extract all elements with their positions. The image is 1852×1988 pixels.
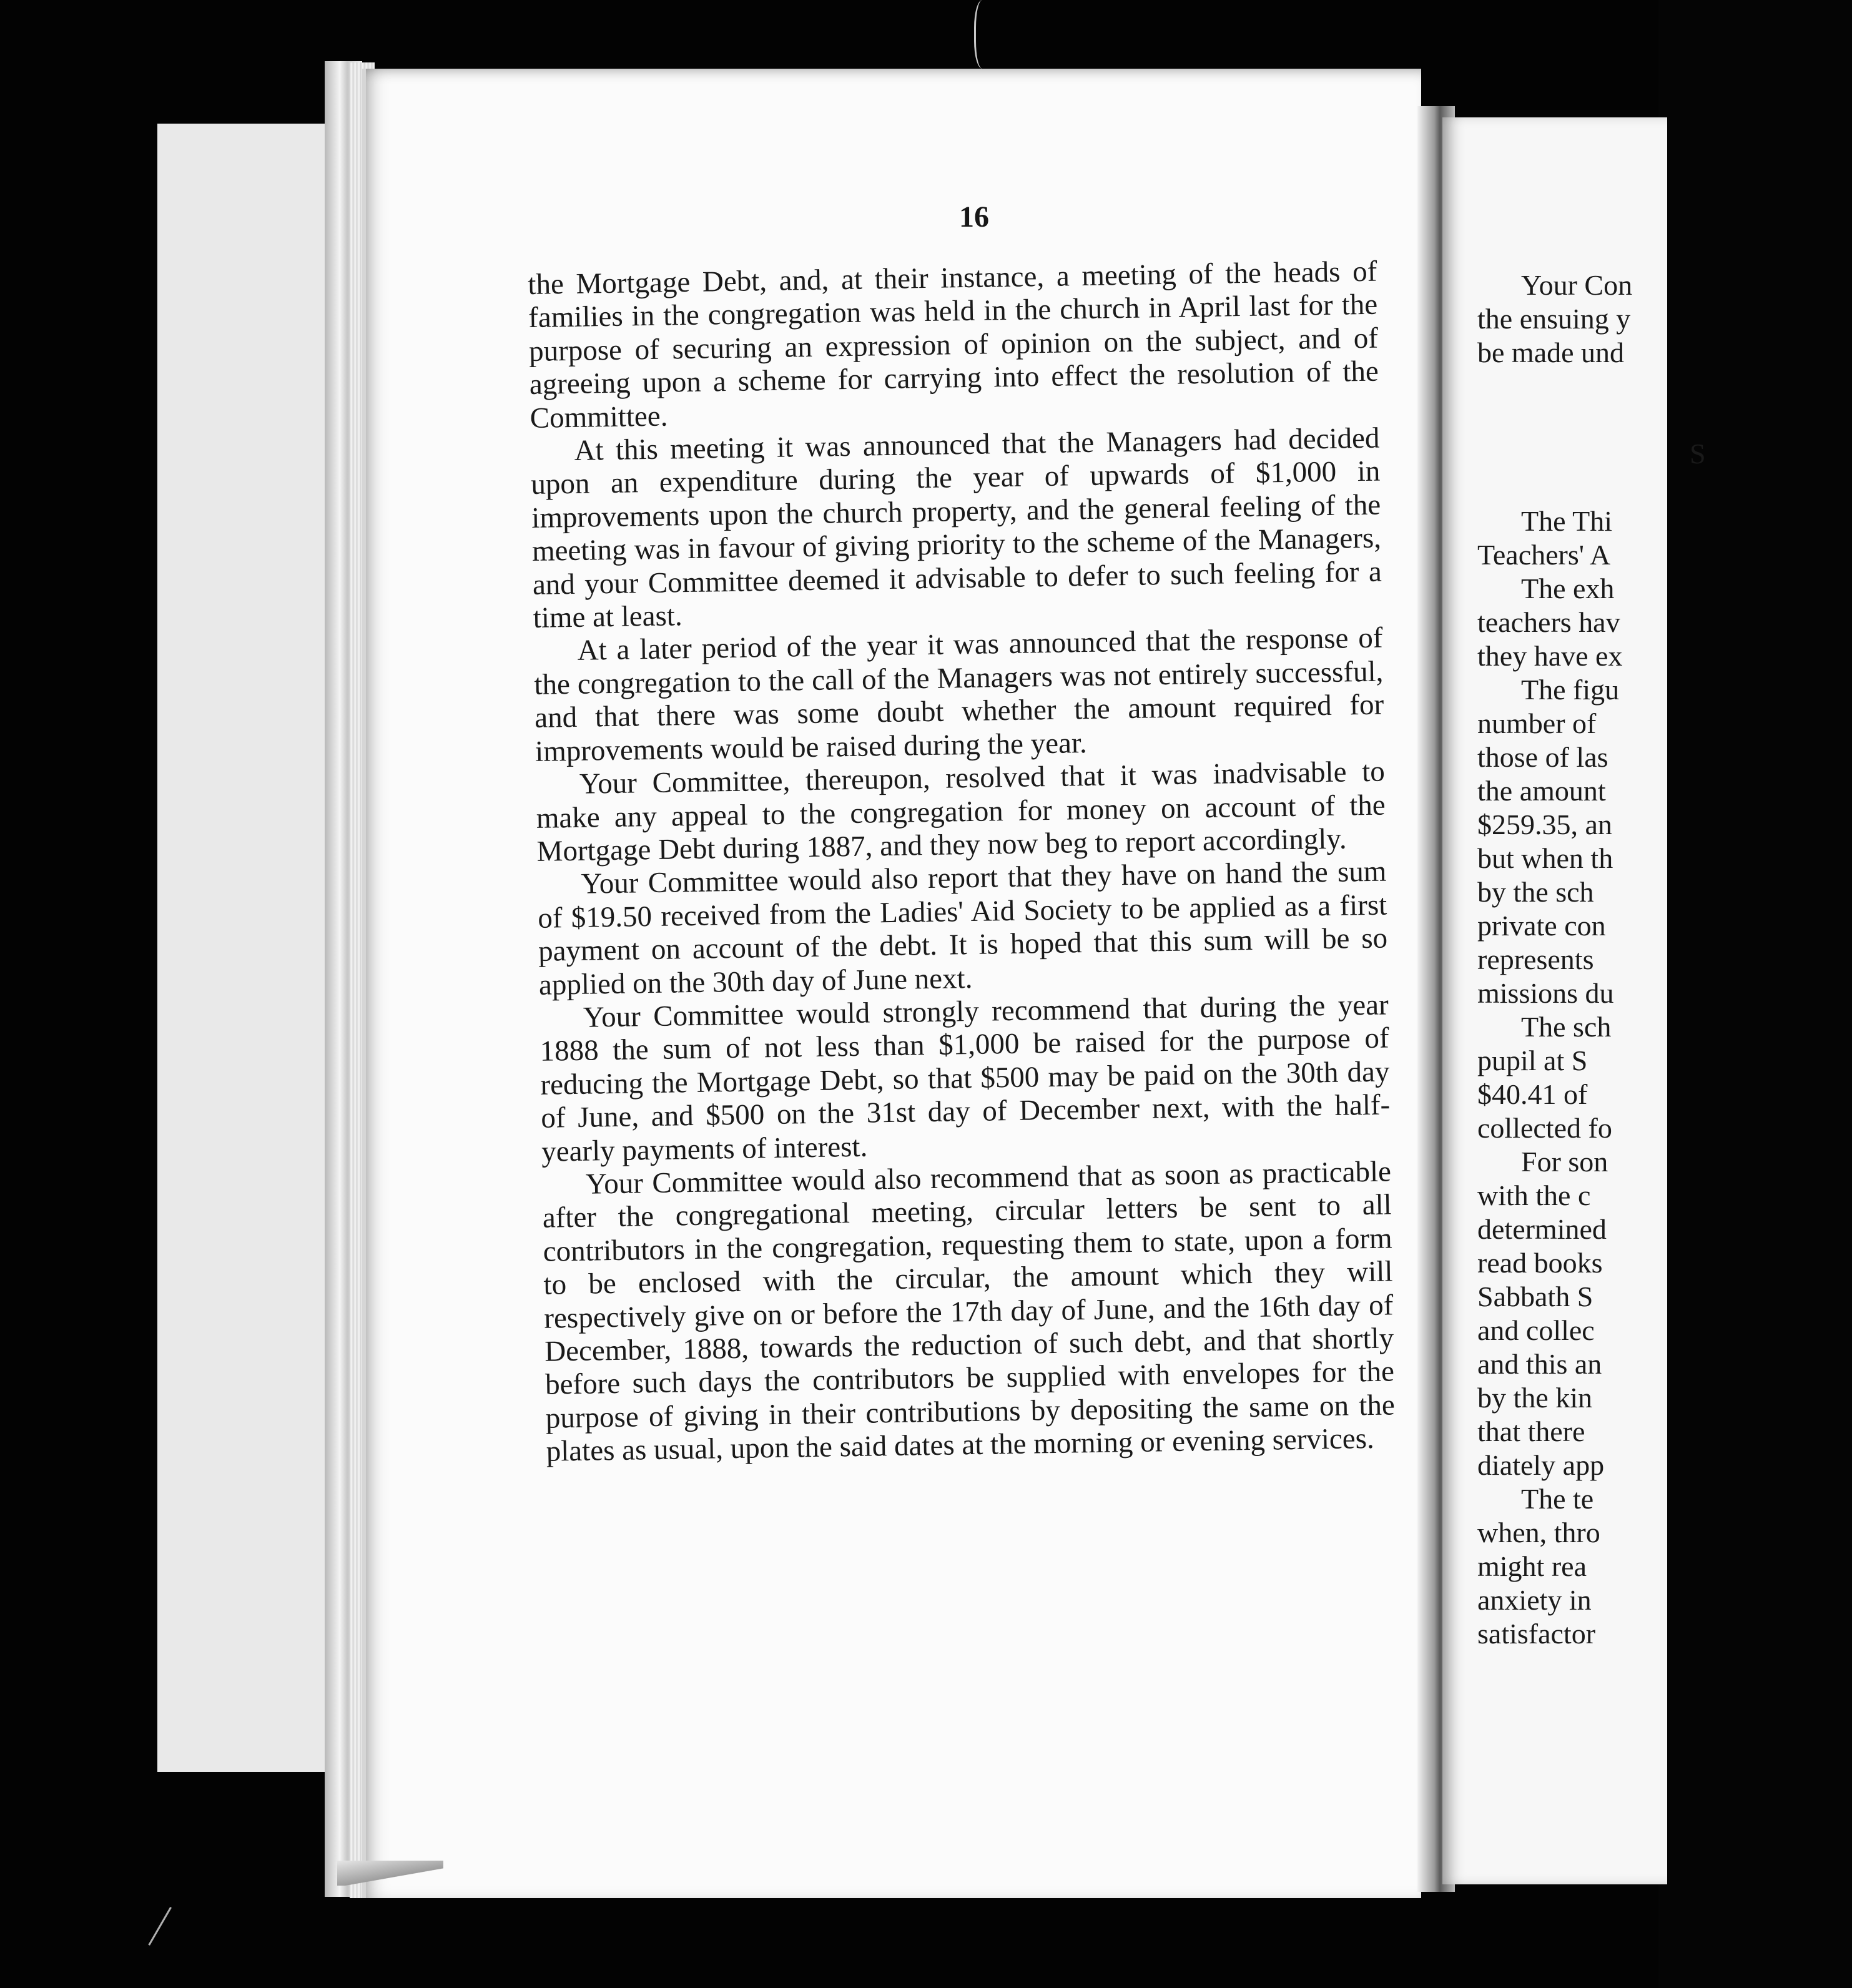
facing-line: read books: [1477, 1247, 1603, 1279]
facing-line: by the kin: [1477, 1382, 1592, 1414]
stray-mark: [148, 1907, 193, 1958]
facing-line: represents: [1477, 943, 1594, 975]
paragraph: the Mortgage Debt, and, at their instance, a meeting of the heads of families in the congregation was held in the church in April last for the purpose of securing an expression of opinion on the subject, and of agreeing upon a scheme for carrying into effect the resolution of the Committee.: [528, 255, 1379, 435]
facing-line: when, thro: [1477, 1517, 1600, 1548]
facing-line: Sabbath S: [1477, 1281, 1593, 1312]
facing-line: $40.41 of: [1477, 1078, 1588, 1110]
facing-line: The sch: [1521, 1011, 1612, 1043]
facing-line: For son: [1521, 1146, 1608, 1178]
paragraph: Your Committee, thereupon, resolved that it was inadvisable to make any appeal to the congregation for money on account of the Mortgage Debt during 1887, and they now beg to report accordingly.: [536, 755, 1386, 868]
stray-mark: [974, 0, 995, 69]
page-text: [528, 255, 1396, 1469]
facing-line: $259.35, an: [1477, 809, 1612, 840]
facing-line: satisfactor: [1477, 1618, 1596, 1650]
paragraph: Your Committee would also report that they have on hand the sum of $19.50 received from the Ladies' Aid Society to be applied as a first payment on account of the debt. It is hoped that this sum will be so applied on the 30th day of June next.: [537, 855, 1388, 1001]
facing-line: by the sch: [1477, 876, 1594, 908]
facing-line: the amount: [1477, 775, 1606, 807]
facing-line: but when th: [1477, 842, 1613, 874]
facing-line: that there: [1477, 1415, 1585, 1447]
facing-line: missions du: [1477, 977, 1614, 1009]
facing-line: [1477, 471, 1852, 504]
paragraph: At a later period of the year it was announced that the response of the congregation to the call of the Managers was not entirely successful, and that there was some doubt whether the amount required for improvements would be raised during the year.: [534, 622, 1384, 768]
facing-line: with the c: [1477, 1179, 1591, 1211]
facing-line: diately app: [1477, 1449, 1605, 1481]
facing-line: The exh: [1521, 573, 1615, 604]
facing-heading: S: [1690, 438, 1706, 470]
facing-line: The te: [1521, 1483, 1594, 1515]
facing-page-text: [1477, 268, 1852, 1651]
facing-line: Your Con: [1521, 269, 1633, 301]
facing-line: teachers hav: [1477, 606, 1620, 638]
facing-line: pupil at S: [1477, 1045, 1588, 1076]
facing-line: might rea: [1477, 1550, 1587, 1582]
facing-line: those of las: [1477, 741, 1608, 773]
facing-line: The Thi: [1521, 505, 1613, 537]
paragraph: Your Committee would also recommend that as soon as practicable after the congregational meeting, circular letters be sent to all contributors in the congregation, requesting them to state, upon a form to be enclosed with the circular, the amount which they will respectively give on or before the 17th day of June, and the 16th day of December, 1888, towards the reduction of such debt, and that shortly before such days the contributors be supplied with envelopes for the purpose of giving in their contributions by depositing the same on the plates as usual, upon the said dates at the morning or evening services.: [542, 1155, 1396, 1468]
facing-line: number of: [1477, 707, 1597, 739]
facing-line: [1477, 403, 1852, 437]
facing-line: the ensuing y: [1477, 303, 1631, 335]
page-corner: [337, 1861, 443, 1886]
page-number: 16: [959, 200, 989, 234]
facing-line: and this an: [1477, 1348, 1602, 1380]
paragraph: At this meeting it was announced that the Managers had decided upon an expenditure during the year of upwards of $1,000 in improvements upon the church property, and the general feeling of the meeting was in favour of giving priority to the scheme of the Managers, and your Committee deemed it advisable to defer to such feeling for a time at least.: [531, 421, 1382, 634]
facing-line: they have ex: [1477, 640, 1623, 672]
facing-line: be made und: [1477, 337, 1625, 368]
back-sheet: [157, 124, 338, 1772]
facing-line: determined: [1477, 1213, 1607, 1245]
facing-line: The figu: [1521, 674, 1620, 706]
facing-line: anxiety in: [1477, 1584, 1592, 1616]
facing-line: private con: [1477, 910, 1606, 942]
facing-line: Teachers' A: [1477, 539, 1611, 571]
facing-line: [1477, 370, 1852, 403]
paragraph: Your Committee would strongly recommend that during the year 1888 the sum of not less than $1,000 be raised for the purpose of reducing the Mortgage Debt, so that $500 may be paid on the 30th day of June, and $500 on the 31st day of December next, with the half-yearly payments of interest.: [539, 988, 1391, 1168]
facing-line: and collec: [1477, 1314, 1595, 1346]
facing-line: collected fo: [1477, 1112, 1612, 1144]
